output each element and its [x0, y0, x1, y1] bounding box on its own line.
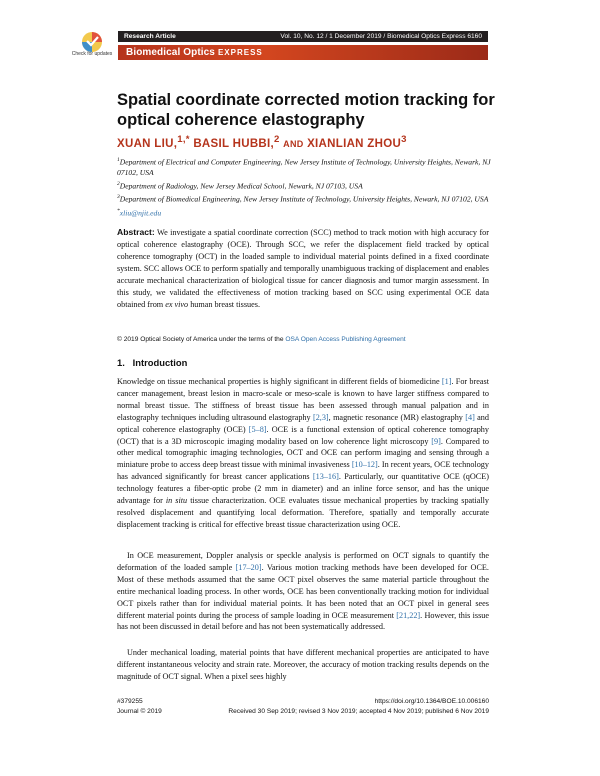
paper-title: Spatial coordinate corrected motion tracking for optical coherence elastography: [117, 91, 495, 129]
author-conjunction: AND: [283, 138, 304, 149]
affiliation-2: $^2$Department of Radiology, New Jersey Medical School, Newark, NJ 07103, USA: [117, 181, 363, 191]
affiliation-3: $^3$Department of Biomedical Engineering, New Jersey Institute of Technology, University Heights, Newark, NJ 07102, USA: [117, 194, 489, 204]
citation-ref[interactable]: [2,3]: [312, 412, 329, 422]
abstract-italic: ex vivo: [165, 300, 189, 309]
citation-ref[interactable]: [5–8]: [248, 424, 267, 434]
citation-ref[interactable]: [17–20]: [235, 562, 262, 572]
article-type: Research Article: [124, 33, 176, 40]
crossmark-logo[interactable]: [77, 28, 107, 68]
license-line: © 2019 Optical Society of America under the terms of the OSA Open Access Publishing Agreement: [117, 336, 406, 343]
author-list: [117, 134, 407, 150]
crossmark-label: Check for updates: [71, 51, 113, 57]
author-2: BASIL HUBBI,: [193, 137, 275, 150]
citation-ref[interactable]: [13–16]: [312, 472, 339, 482]
journal-suffix: EXPRESS: [217, 48, 263, 57]
paragraph-1: Knowledge on tissue mechanical properties is highly significant in different fields of biomedicine [1]. For breast cancer management, breast lesion in macro-scale or meso-scale is known to have larger stiffness compared to normal breast tissue. The stiffness of breast tissue has been assessed through manual palpation and in elastography techniques including ultrasound elastography [2,3], magnetic resonance (MR) elastography [4] and optical coherence elastography (OCE) [5–8]. OCE is a functional extension of optical coherence tomography (OCT) that is a 3D microscopic imaging modality based on low coherence light microscopy [9]. Compared to other medical tomographic imaging technologies, OCT and OCE can perform imaging and sensing through a miniature probe to access deep breast tissue with minimal invasiveness [10–12]. In recent years, OCE technology has advanced significantly for breast cancer applications [13–16]. Particularly, our quantitative OCE (qOCE) technology features a fiber-optic probe (2 mm in diameter) and an inline force sensor, and has the unique advantage for in situ tissue characterization. OCE evaluates tissue mechanical properties by tracking spatially resolved displacement and quantifying local deformation. Therefore, spatially and temporally accurate displacement tracking is critical for effective breast tissue characterization using OCE.: [117, 377, 489, 529]
abstract-text: We investigate a spatial coordinate correction (SCC) method to track motion with high accuracy for optical coherence elastography (OCE). Through SCC, we refer the displacement field tracked by optical coherence tomography (OCT) in the loaded sample to individual material points defined in a fixed coordinate system. SCC allows OCE to perform spatially and temporally unambiguous tracking of displacement and enables accurate mechanical characterization of biological tissue for cancer diagnosis and tumor margin assessment. In this study, we validated the effectiveness of motion tracking based on SCC using experimental OCE data obtained from: [117, 228, 489, 309]
journal-name: Biomedical Optics: [126, 47, 215, 58]
author-2-affil: 2: [274, 134, 280, 145]
corresponding-email[interactable]: *xliu@njit.edu: [117, 207, 162, 218]
journal-copyright: Journal © 2019: [117, 708, 162, 715]
citation-ref[interactable]: [1]: [441, 377, 452, 386]
abstract: [117, 226, 489, 311]
affiliations: [117, 155, 492, 219]
author-1: XUAN LIU,: [117, 137, 178, 150]
citation-line: Vol. 10, No. 12 / 1 December 2019 / Biomedical Optics Express 6160: [280, 33, 482, 40]
author-3: XIANLIAN ZHOU: [307, 137, 402, 150]
paragraph-2: In OCE measurement, Doppler analysis or speckle analysis is performed on OCT signals to quantify the deformation of the loaded sample [17–20]. Various motion tracking methods have been developed for OCE. Most of these methods assumed that the same OCT pixel observes the same material particle throughout the entire mechanical loading process. In other words, OCE has been conventionally tracking motion for individual OCT pixels rather than for individual material points. It has been noted that an OCT pixel in general sees different material points during the process of sample loading in OCE measurement [21,22]. However, this issue has not been discussed in detail before and has not been systematically addressed.: [117, 551, 489, 632]
section-heading: 1. Introduction: [117, 357, 188, 368]
abstract-text-end: human breast tissues.: [190, 300, 261, 309]
doi-link[interactable]: https://doi.org/10.1364/BOE.10.006160: [374, 698, 489, 705]
author-1-affil: 1,*: [177, 134, 190, 145]
citation-ref[interactable]: [21,22]: [396, 610, 421, 620]
journal-banner: [118, 45, 488, 60]
license-link[interactable]: OSA Open Access Publishing Agreement: [285, 336, 406, 343]
author-3-affil: 3: [401, 134, 407, 145]
citation-ref[interactable]: [10–12]: [351, 460, 378, 470]
affiliation-1: $^1$Department of Electrical and Computer Engineering, New Jersey Institute of Technology, University Heights, Newark, NJ 07102, USA: [117, 157, 491, 178]
abstract-label: Abstract:: [117, 227, 155, 237]
publication-dates: Received 30 Sep 2019; revised 3 Nov 2019; accepted 4 Nov 2019; published 6 Nov 2019: [228, 708, 489, 715]
citation-ref[interactable]: [4]: [465, 412, 475, 422]
citation-ref[interactable]: [9]: [431, 436, 441, 446]
paragraph-3: Under mechanical loading, material points that have different mechanical properties are anticipated to have different instantaneous velocity and strain rate. Moreover, the accuracy of motion tracking results depends on the magnitude of OCT signal. When a pixel sees highly: [117, 648, 489, 681]
article-info-bar: [118, 31, 488, 42]
article-id: #379255: [117, 698, 143, 705]
